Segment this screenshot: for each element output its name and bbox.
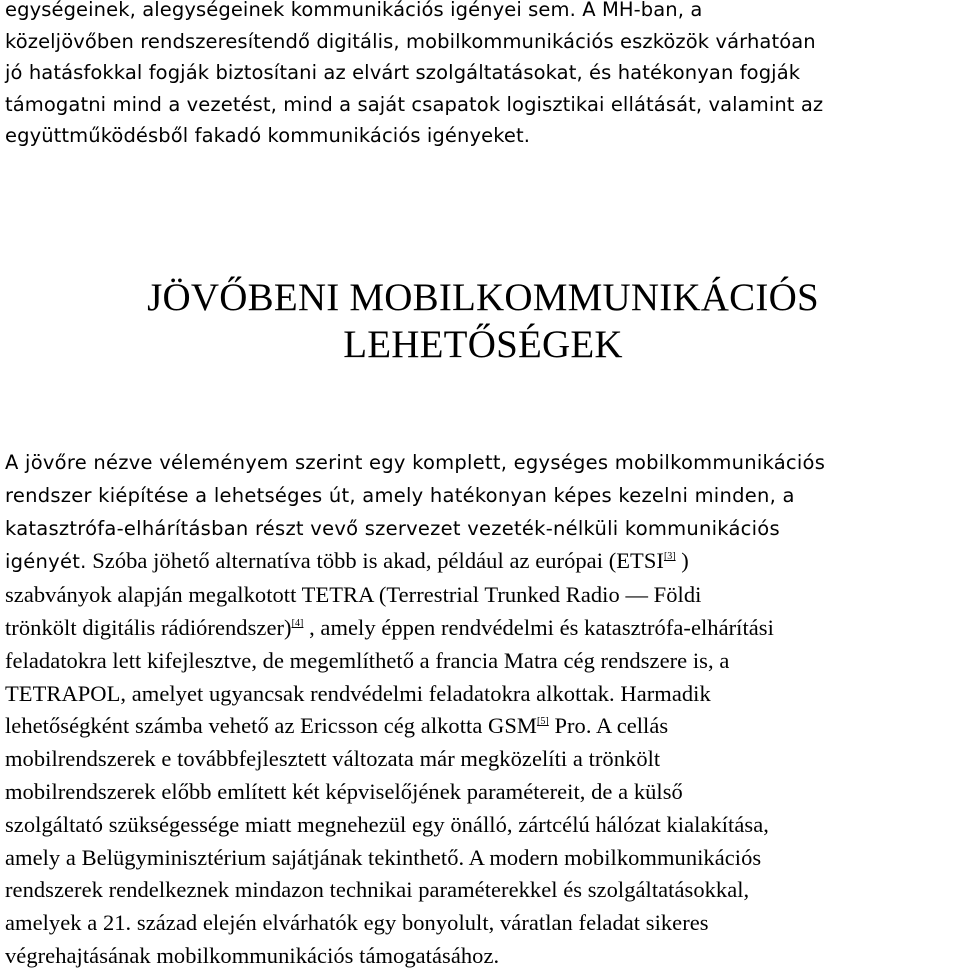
intro-line: közeljövőben rendszeresítendő digitális, mobilkommunikációs eszközök várhatóan xyxy=(5,29,816,53)
body-line xyxy=(5,710,960,743)
body-line: szolgáltató szükségessége miatt megnehezül egy önálló, zártcélú hálózat kialakítása, xyxy=(5,811,769,837)
body-line: feladatokra lett kifejlesztve, de megemlíthető a francia Matra cég rendszere is, a xyxy=(5,647,730,673)
body-text-run: Pro. A cellás xyxy=(548,713,669,739)
intro-line: támogatni mind a vezetést, mind a saját csapatok logisztikai ellátását, valamint az xyxy=(5,92,824,116)
intro-line: jó hatásfokkal fogják biztosítani az elvárt szolgáltatásokat, és hatékonyan fogják xyxy=(5,61,801,84)
body-line: TETRAPOL, amelyet ugyancsak rendvédelmi feladatokra alkottak. Harmadik xyxy=(5,680,711,706)
body-line: amelyek a 21. század elején elvárhatók egy bonyolult, váratlan feladat sikeres xyxy=(5,910,709,936)
body-text-run: , amely éppen rendvédelmi és katasztrófa-elhárítási xyxy=(303,614,774,640)
body-line: katasztrófa-elhárításban részt vevő szervezet vezeték-nélküli kommunikációs xyxy=(5,516,780,540)
body-line: végrehajtásának mobilkommunikációs támogatásához. xyxy=(5,942,500,968)
body-line: A jövőre nézve véleményem szerint egy komplett, egységes mobilkommunikációs xyxy=(5,451,826,474)
body-text-run: Szóba jöhető alternatíva több is akad, például az európai (ETSI xyxy=(86,548,664,574)
body-line: szabványok alapján megalkotott TETRA (Terrestrial Trunked Radio — Földi xyxy=(5,582,702,608)
intro-line: egységeinek, alegységeinek kommunikációs igényei sem. A MH-ban, a xyxy=(5,0,703,21)
body-line xyxy=(5,545,960,579)
intro-line: együttműködésből fakadó kommunikációs igényeket. xyxy=(5,124,531,147)
body-line: rendszerek rendelkeznek mindazon technikai paraméterekkel és szolgáltatásokkal, xyxy=(5,877,750,903)
body-paragraph xyxy=(5,447,960,972)
intro-paragraph xyxy=(5,0,955,152)
body-text-run: lehetőségként számba vehető az Ericsson cég alkotta GSM xyxy=(5,713,537,739)
section-heading xyxy=(0,274,960,368)
body-text-run: trönkölt digitális rádiórendszer) xyxy=(5,614,292,640)
body-line: mobilrendszerek e továbbfejlesztett változata már megközelíti a trönkölt xyxy=(5,746,661,772)
footnote-link-5[interactable]: [5] xyxy=(536,716,549,728)
body-line xyxy=(5,612,960,645)
footnote-link-4[interactable]: [4] xyxy=(291,617,304,629)
body-line: amely a Belügyminisztérium sajátjának tekinthető. A modern mobilkommunikációs xyxy=(5,844,762,870)
body-text-run: ) xyxy=(675,548,689,574)
body-line: mobilrendszerek előbb említett két képviselőjének paramétereit, de a külső xyxy=(5,778,683,804)
heading-line-2: LEHETŐSÉGEK xyxy=(343,323,623,366)
body-line: rendszer kiépítése a lehetséges út, amely hatékonyan képes kezelni minden, a xyxy=(5,483,795,507)
body-text-run: igényét. xyxy=(5,550,87,574)
footnote-link-3[interactable]: [3] xyxy=(663,551,676,563)
heading-line-1: JÖVŐBENI MOBILKOMMUNIKÁCIÓS xyxy=(147,276,819,319)
